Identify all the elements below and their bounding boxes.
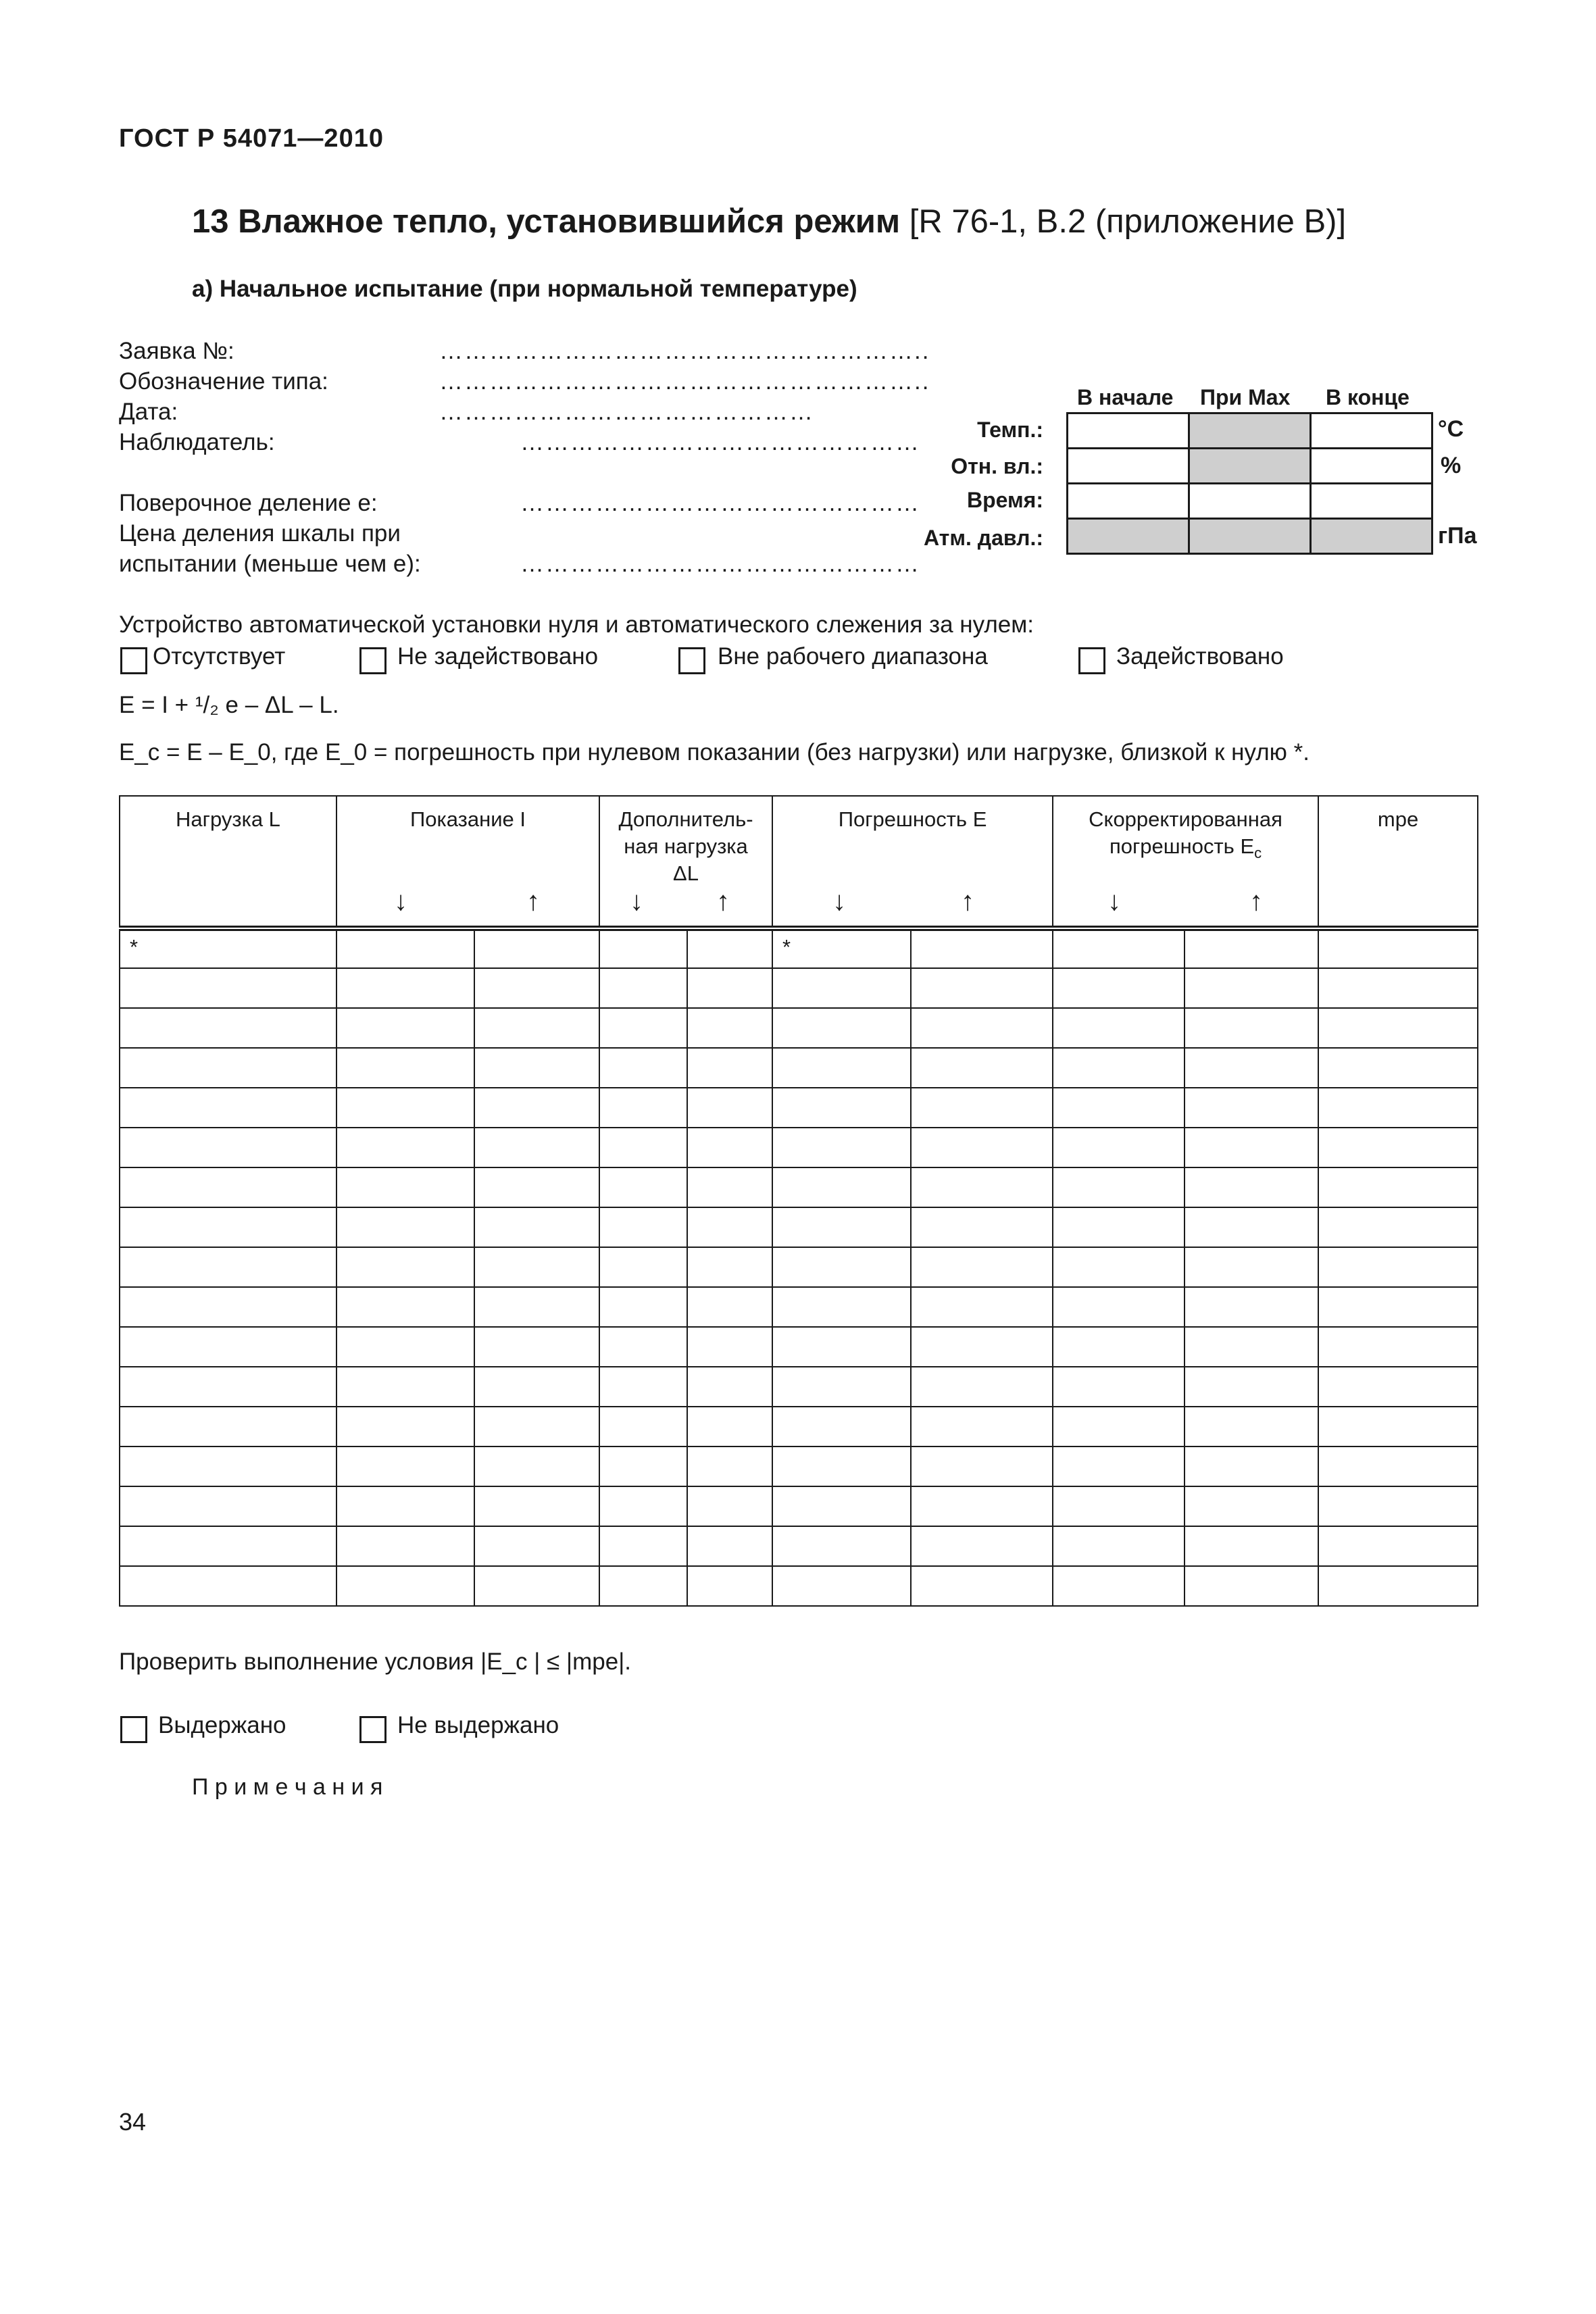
table-cell[interactable] <box>772 1526 911 1566</box>
header-mpe-label: mpe <box>1377 807 1419 831</box>
cell-humidity-end[interactable] <box>1310 447 1433 484</box>
table-cell[interactable] <box>336 1048 474 1088</box>
table-cell[interactable] <box>120 1526 336 1566</box>
table-cell[interactable] <box>1184 1048 1318 1088</box>
table-row <box>120 1367 1478 1407</box>
table-cell[interactable] <box>1318 968 1478 1008</box>
table-cell[interactable] <box>687 1247 772 1287</box>
table-cell[interactable] <box>599 1247 687 1287</box>
table-cell[interactable] <box>474 1367 599 1407</box>
row-label-humidity: Отн. вл.: <box>951 454 1043 478</box>
table-cell[interactable] <box>1053 1327 1184 1367</box>
header-additional-line3: ΔL <box>673 861 699 885</box>
table-cell[interactable] <box>687 1486 772 1526</box>
table-cell[interactable] <box>599 968 687 1008</box>
table-cell[interactable] <box>599 1128 687 1167</box>
header-additional-line2: ная нагрузка <box>624 834 748 858</box>
table-cell[interactable] <box>474 1247 599 1287</box>
table-cell[interactable] <box>1053 968 1184 1008</box>
table-cell[interactable] <box>772 1407 911 1447</box>
header-corrected-error <box>1053 796 1318 928</box>
table-cell[interactable] <box>1318 1486 1478 1526</box>
table-cell[interactable] <box>336 1407 474 1447</box>
header-load-label: Нагрузка L <box>176 807 280 831</box>
arrow-down-icon: ↓ <box>630 886 644 916</box>
table-cell[interactable] <box>599 1486 687 1526</box>
section-title-reference: [R 76-1, B.2 (приложение B)] <box>900 203 1347 240</box>
table-cell[interactable] <box>687 1526 772 1566</box>
header-mpe <box>1318 796 1478 928</box>
table-cell[interactable] <box>1053 1486 1184 1526</box>
table-cell[interactable] <box>1053 1566 1184 1606</box>
table-cell[interactable] <box>687 928 772 968</box>
arrow-down-icon: ↓ <box>394 886 407 916</box>
table-row <box>120 1526 1478 1566</box>
table-cell[interactable] <box>336 1367 474 1407</box>
table-row <box>120 1088 1478 1128</box>
result-failed-label: Не выдержано <box>397 1712 559 1738</box>
table-cell[interactable] <box>1184 1128 1318 1167</box>
table-cell[interactable] <box>1318 1247 1478 1287</box>
field-label-date: Дата: <box>119 399 178 425</box>
table-cell[interactable] <box>336 1128 474 1167</box>
table-cell[interactable] <box>911 1008 1053 1048</box>
table-cell[interactable] <box>911 1447 1053 1486</box>
table-cell[interactable] <box>911 1327 1053 1367</box>
table-cell[interactable] <box>911 1128 1053 1167</box>
table-body <box>120 928 1478 1606</box>
table-cell[interactable] <box>1318 928 1478 968</box>
table-cell[interactable] <box>336 1566 474 1606</box>
table-cell[interactable] <box>474 968 599 1008</box>
header-corrected-line2: погрешность $E_c$ <box>1109 834 1262 862</box>
table-row <box>120 1486 1478 1526</box>
arrow-down-icon: ↓ <box>1107 886 1122 916</box>
checkbox-out-of-range[interactable] <box>678 647 705 674</box>
formula-corrected-error: E_c = E – E_0, где E_0 = погрешность при нулевом показании (без нагрузки) или нагрузке, близкой к нулю *. <box>119 739 1310 765</box>
table-cell[interactable] <box>772 1327 911 1367</box>
table-cell[interactable] <box>1318 1008 1478 1048</box>
header-reading-label: Показание I <box>410 807 526 831</box>
table-cell[interactable] <box>1184 1287 1318 1327</box>
table-cell[interactable] <box>120 968 336 1008</box>
table-cell[interactable] <box>474 1287 599 1327</box>
checkbox-absent[interactable] <box>120 647 147 674</box>
results-table <box>119 795 1478 1607</box>
table-cell[interactable] <box>1053 928 1184 968</box>
table-cell[interactable] <box>772 1486 911 1526</box>
arrow-up-icon: ↑ <box>526 886 540 916</box>
table-cell[interactable] <box>1318 1048 1478 1088</box>
table-cell[interactable] <box>1053 1287 1184 1327</box>
field-dots-application[interactable]: ………………………………………………….. <box>439 338 930 364</box>
table-cell[interactable] <box>336 928 474 968</box>
zero-device-text: Устройство автоматической установки нуля и автоматического слежения за нулем: <box>119 611 1034 638</box>
cell-temp-max <box>1188 412 1312 449</box>
result-passed-label: Выдержано <box>158 1712 286 1738</box>
table-cell[interactable] <box>687 1327 772 1367</box>
table-cell[interactable] <box>772 1566 911 1606</box>
table-cell[interactable] <box>1053 1008 1184 1048</box>
table-row <box>120 1287 1478 1327</box>
table-cell[interactable] <box>911 968 1053 1008</box>
table-cell[interactable] <box>1318 1327 1478 1367</box>
table-cell[interactable] <box>911 1526 1053 1566</box>
header-additional-load <box>599 796 772 928</box>
table-row <box>120 1048 1478 1088</box>
field-dots-observer[interactable]: ………………………………………… <box>520 429 920 455</box>
table-cell[interactable] <box>911 1048 1053 1088</box>
table-cell[interactable] <box>336 1447 474 1486</box>
table-cell[interactable] <box>1053 1167 1184 1207</box>
table-cell[interactable] <box>120 1247 336 1287</box>
table-cell[interactable] <box>599 1048 687 1088</box>
field-label-observer: Наблюдатель: <box>119 429 275 455</box>
section-title <box>192 203 1346 241</box>
row-label-temperature: Темп.: <box>977 418 1043 442</box>
table-cell[interactable] <box>772 1088 911 1128</box>
table-cell[interactable] <box>1184 1486 1318 1526</box>
table-cell[interactable] <box>474 1526 599 1566</box>
table-row <box>120 928 1478 968</box>
field-dots-scale-interval[interactable]: ………………………………………… <box>520 551 920 577</box>
table-row <box>120 1008 1478 1048</box>
table-cell[interactable] <box>599 1287 687 1327</box>
row-label-pressure: Атм. давл.: <box>923 526 1043 550</box>
table-cell[interactable] <box>599 1327 687 1367</box>
table-cell[interactable] <box>474 1088 599 1128</box>
option-absent-label: Отсутствует <box>153 643 286 670</box>
document-code: ГОСТ Р 54071—2010 <box>119 124 384 153</box>
table-cell[interactable] <box>336 1247 474 1287</box>
option-engaged-label: Задействовано <box>1116 643 1284 670</box>
table-cell[interactable] <box>1184 1167 1318 1207</box>
table-cell[interactable] <box>1318 1407 1478 1447</box>
table-cell[interactable] <box>687 1566 772 1606</box>
table-cell[interactable] <box>336 968 474 1008</box>
table-cell[interactable] <box>599 1167 687 1207</box>
table-cell[interactable] <box>120 1287 336 1327</box>
table-cell[interactable] <box>1053 1088 1184 1128</box>
table-row <box>120 1327 1478 1367</box>
table-cell[interactable] <box>120 1048 336 1088</box>
zero-load-mark[interactable]: * <box>120 928 336 968</box>
check-condition-text: Проверить выполнение условия |E_c | ≤ |mpe|. <box>119 1649 632 1675</box>
table-row <box>120 1407 1478 1447</box>
table-cell[interactable] <box>336 1486 474 1526</box>
table-cell[interactable] <box>1053 1247 1184 1287</box>
table-cell[interactable] <box>336 1287 474 1327</box>
table-cell[interactable] <box>911 1247 1053 1287</box>
col-header-start: В начале <box>1077 385 1174 409</box>
table-cell[interactable] <box>1318 1167 1478 1207</box>
field-label-scale-interval-1: Цена деления шкалы при <box>119 520 401 547</box>
table-cell[interactable] <box>1184 1207 1318 1247</box>
table-row <box>120 968 1478 1008</box>
table-cell[interactable] <box>1053 1367 1184 1407</box>
table-cell[interactable] <box>772 1287 911 1327</box>
table-cell[interactable] <box>1184 968 1318 1008</box>
table-cell[interactable] <box>1318 1128 1478 1167</box>
table-cell[interactable] <box>474 1207 599 1247</box>
table-cell[interactable] <box>474 1008 599 1048</box>
table-cell[interactable] <box>336 1088 474 1128</box>
table-cell[interactable] <box>120 1367 336 1407</box>
field-dots-date[interactable]: ……………………………………… <box>439 399 814 425</box>
section-title-bold: 13 Влажное тепло, установившийся режим <box>192 203 901 240</box>
field-label-scale-interval-2: испытании (меньше чем e): <box>119 551 421 577</box>
table-cell[interactable] <box>599 1526 687 1566</box>
table-cell[interactable] <box>687 968 772 1008</box>
col-header-end: В конце <box>1326 385 1410 409</box>
unit-celsius: °C <box>1438 416 1464 442</box>
table-cell[interactable] <box>911 1407 1053 1447</box>
section-subtitle: а) Начальное испытание (при нормальной температуре) <box>192 276 857 302</box>
table-cell[interactable] <box>120 1407 336 1447</box>
table-cell[interactable] <box>120 1008 336 1048</box>
table-cell[interactable] <box>687 1128 772 1167</box>
table-cell[interactable] <box>687 1407 772 1447</box>
table-cell[interactable] <box>120 1447 336 1486</box>
table-cell[interactable] <box>687 1207 772 1247</box>
table-cell[interactable] <box>1318 1566 1478 1606</box>
notes-heading: П р и м е ч а н и я <box>192 1774 383 1800</box>
table-cell[interactable] <box>772 1247 911 1287</box>
field-label-verification-interval: Поверочное деление e: <box>119 490 378 516</box>
col-header-max: При Max <box>1200 385 1291 409</box>
table-cell[interactable] <box>1184 1247 1318 1287</box>
header-additional-line1: Дополнитель- <box>618 807 753 831</box>
table-cell[interactable] <box>911 1287 1053 1327</box>
table-cell[interactable] <box>772 1048 911 1088</box>
checkbox-passed[interactable] <box>120 1716 147 1743</box>
cell-pressure-start <box>1066 518 1190 555</box>
field-label-type: Обозначение типа: <box>119 368 328 395</box>
table-cell[interactable] <box>687 1008 772 1048</box>
table-cell[interactable] <box>336 1207 474 1247</box>
page-number: 34 <box>119 2108 147 2136</box>
table-cell[interactable] <box>336 1526 474 1566</box>
table-cell[interactable] <box>1184 1566 1318 1606</box>
table-cell[interactable] <box>474 1447 599 1486</box>
unit-hpa: гПа <box>1438 523 1477 549</box>
field-dots-type[interactable]: ………………………………………………….. <box>439 368 930 395</box>
checkbox-failed[interactable] <box>359 1716 386 1743</box>
table-cell[interactable] <box>1053 1048 1184 1088</box>
table-cell[interactable] <box>599 1566 687 1606</box>
table-cell[interactable] <box>687 1447 772 1486</box>
table-cell[interactable] <box>1318 1287 1478 1327</box>
unit-percent: % <box>1441 453 1462 478</box>
table-cell[interactable] <box>772 1167 911 1207</box>
table-cell[interactable] <box>1184 1367 1318 1407</box>
table-cell[interactable] <box>1184 1447 1318 1486</box>
table-cell[interactable] <box>911 1367 1053 1407</box>
table-cell[interactable] <box>599 1367 687 1407</box>
table-cell[interactable] <box>1184 1327 1318 1367</box>
table-cell[interactable] <box>336 1167 474 1207</box>
option-out-of-range-label: Вне рабочего диапазона <box>718 643 988 670</box>
table-cell[interactable] <box>1318 1367 1478 1407</box>
table-cell[interactable] <box>599 1008 687 1048</box>
table-cell[interactable] <box>120 1088 336 1128</box>
cell-humidity-start[interactable] <box>1066 447 1190 484</box>
cell-pressure-end <box>1310 518 1433 555</box>
table-cell[interactable] <box>911 1207 1053 1247</box>
table-cell[interactable] <box>911 1088 1053 1128</box>
table-cell[interactable] <box>120 1167 336 1207</box>
table-cell[interactable] <box>474 928 599 968</box>
table-cell[interactable] <box>120 1128 336 1167</box>
table-cell[interactable] <box>474 1566 599 1606</box>
cell-time-start[interactable] <box>1066 482 1190 520</box>
table-header-row <box>120 796 1478 928</box>
table-cell[interactable] <box>1053 1447 1184 1486</box>
table-row <box>120 1167 1478 1207</box>
table-cell[interactable] <box>687 1367 772 1407</box>
table-cell[interactable] <box>474 1048 599 1088</box>
table-cell[interactable] <box>1318 1207 1478 1247</box>
formula-error: E = I + ¹/₂ e – ΔL – L. <box>119 692 339 718</box>
table-cell[interactable] <box>474 1167 599 1207</box>
table-cell[interactable] <box>120 1486 336 1526</box>
table-cell[interactable] <box>772 1008 911 1048</box>
checkbox-engaged[interactable] <box>1078 647 1105 674</box>
table-cell[interactable] <box>911 1566 1053 1606</box>
table-cell[interactable] <box>911 928 1053 968</box>
table-cell[interactable] <box>687 1088 772 1128</box>
table-cell[interactable] <box>474 1486 599 1526</box>
cell-temp-end[interactable] <box>1310 412 1433 449</box>
table-cell[interactable] <box>687 1167 772 1207</box>
table-cell[interactable] <box>120 1566 336 1606</box>
table-cell[interactable] <box>120 1207 336 1247</box>
table-cell[interactable] <box>1053 1407 1184 1447</box>
arrow-down-icon: ↓ <box>832 886 847 916</box>
table-cell[interactable] <box>772 1447 911 1486</box>
cell-humidity-max <box>1188 447 1312 484</box>
table-cell[interactable] <box>772 1367 911 1407</box>
table-cell[interactable] <box>1053 1207 1184 1247</box>
cell-time-end[interactable] <box>1310 482 1433 520</box>
header-reading <box>336 796 599 928</box>
table-cell[interactable] <box>336 1008 474 1048</box>
table-cell[interactable] <box>599 1088 687 1128</box>
table-cell[interactable] <box>1318 1447 1478 1486</box>
table-cell[interactable] <box>772 1207 911 1247</box>
table-cell[interactable] <box>772 1128 911 1167</box>
option-not-engaged-label: Не задействовано <box>397 643 599 670</box>
table-cell[interactable] <box>687 1048 772 1088</box>
table-cell[interactable] <box>474 1128 599 1167</box>
table-cell[interactable] <box>1318 1088 1478 1128</box>
table-row <box>120 1128 1478 1167</box>
table-cell[interactable] <box>599 1407 687 1447</box>
table-cell[interactable] <box>474 1327 599 1367</box>
table-cell[interactable] <box>1184 928 1318 968</box>
header-load <box>120 796 336 928</box>
field-dots-verification-interval[interactable]: ………………………………………… <box>520 490 920 516</box>
header-error-label: Погрешность E <box>838 807 987 831</box>
table-row <box>120 1447 1478 1486</box>
table-cell[interactable] <box>772 968 911 1008</box>
table-cell[interactable] <box>911 1486 1053 1526</box>
table-cell[interactable] <box>911 1167 1053 1207</box>
cell-pressure-max <box>1188 518 1312 555</box>
table-cell[interactable] <box>1184 1526 1318 1566</box>
cell-temp-start[interactable] <box>1066 412 1190 449</box>
cell-time-max[interactable] <box>1188 482 1312 520</box>
row-label-time: Время: <box>966 488 1043 512</box>
header-error <box>772 796 1053 928</box>
arrow-up-icon: ↑ <box>716 886 730 916</box>
table-cell[interactable] <box>599 1447 687 1486</box>
table-cell[interactable] <box>1184 1008 1318 1048</box>
table-cell[interactable] <box>599 1207 687 1247</box>
table-cell[interactable] <box>1318 1526 1478 1566</box>
table-row <box>120 1247 1478 1287</box>
header-corrected-line1: Скорректированная <box>1089 807 1282 831</box>
table-cell[interactable] <box>599 928 687 968</box>
field-label-application: Заявка №: <box>119 338 234 364</box>
table-cell[interactable] <box>1184 1088 1318 1128</box>
arrow-up-icon: ↑ <box>961 886 975 916</box>
table-cell[interactable] <box>1053 1526 1184 1566</box>
table-cell[interactable] <box>1053 1128 1184 1167</box>
table-cell[interactable] <box>1184 1407 1318 1447</box>
table-cell[interactable] <box>474 1407 599 1447</box>
table-row <box>120 1566 1478 1606</box>
table-cell[interactable] <box>120 1327 336 1367</box>
header-corrected-label: погрешность E <box>1109 834 1255 858</box>
table-cell[interactable] <box>687 1287 772 1327</box>
checkbox-not-engaged[interactable] <box>359 647 386 674</box>
table-row <box>120 1207 1478 1247</box>
table-cell[interactable] <box>336 1327 474 1367</box>
arrow-up-icon: ↑ <box>1249 886 1264 916</box>
zero-load-mark[interactable]: * <box>772 928 911 968</box>
